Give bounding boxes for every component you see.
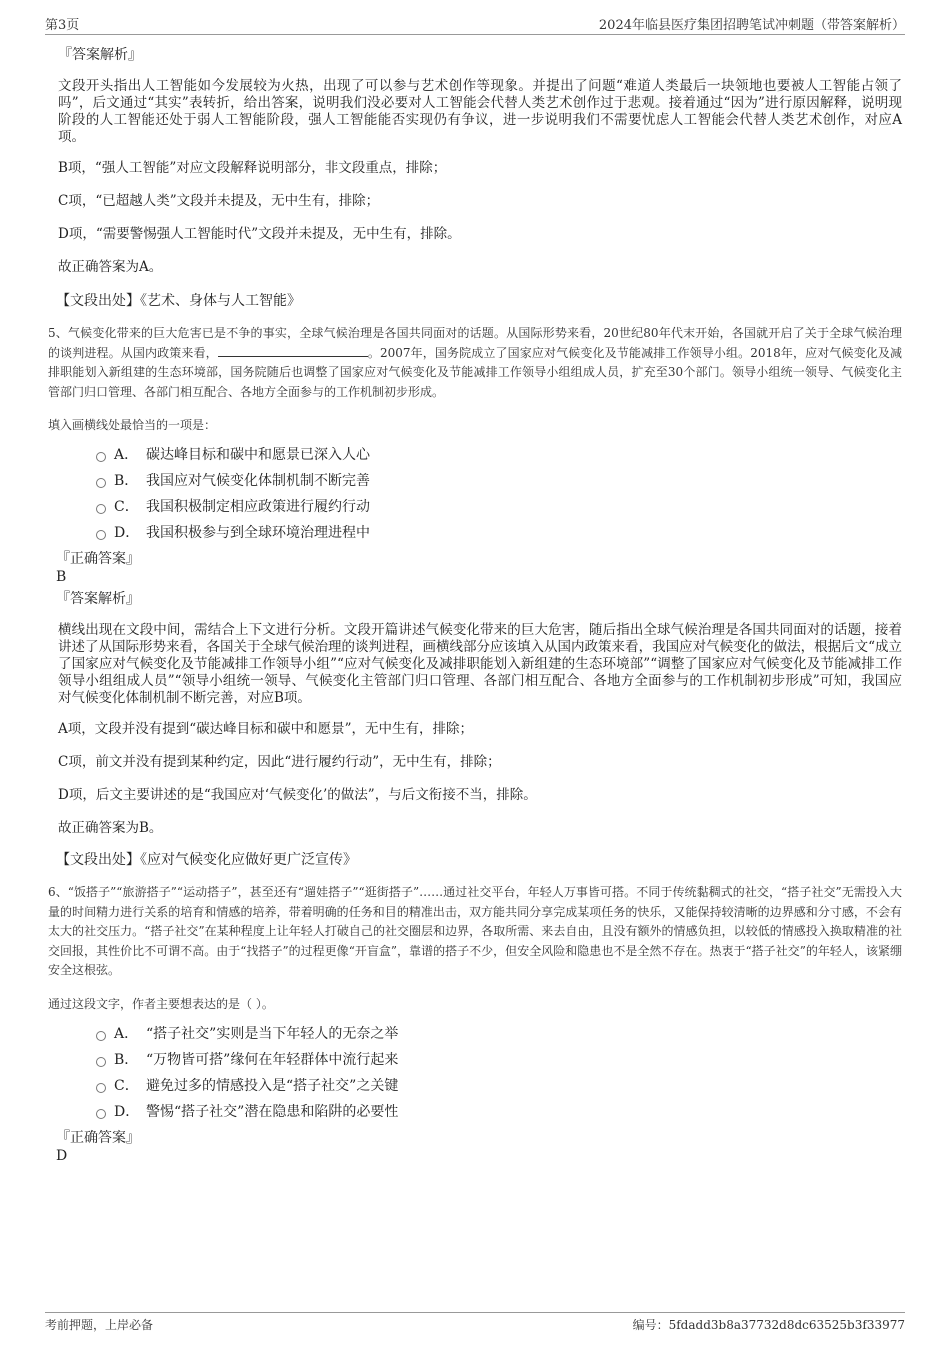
q5-correct-answer: B xyxy=(56,569,67,585)
q5-source: 【文段出处】《应对气候变化应做好更广泛宣传》 xyxy=(56,852,357,868)
document-id: 编号：5fdadd3b8a37732d8dc63525b3f33977 xyxy=(632,1318,905,1332)
q5-option-a[interactable]: A． 碳达峰目标和碳中和愿景已深入人心 xyxy=(52,442,902,468)
q4-option-b-note: B项，“强人工智能”对应文段解释说明部分，非文段重点，排除； xyxy=(58,160,447,176)
q5-options xyxy=(52,442,902,546)
q6-option-b[interactable]: B． “万物皆可搭”缘何在年轻群体中流行起来 xyxy=(52,1047,902,1073)
q5-correct-label: 『正确答案』 xyxy=(56,551,140,567)
q5-option-b[interactable]: B． 我国应对气候变化体制机制不断完善 xyxy=(52,468,902,494)
q4-option-d-note: D项，“需要警惕强人工智能时代”文段并未提及，无中生有，排除。 xyxy=(58,226,461,242)
radio-icon[interactable] xyxy=(96,1057,106,1067)
q6-correct-label: 『正确答案』 xyxy=(56,1129,140,1146)
q4-source: 【文段出处】《艺术、身体与人工智能》 xyxy=(56,293,301,309)
q6-question-text: 6、“饭搭子”“旅游搭子”“运动搭子”，甚至还有“遛娃搭子”“逛街搭子”……通过社交平台，年轻人万事皆可搭。不同于传统黏稠式的社交，“搭子社交”无需投入大量的时间精力进行关系的培育和情感的培养，带着明确的任务和目的精准出击，双方能共同分享完成某项任务的快乐，又能保持较清晰的边界感和分寸感，不会有太大的社交压力。“搭子社交”在某种程度上让年轻人打破自己的社交圈层和边界，各取所需、来去自由，且没有额外的情感负担，以较低的情感投入换取精准的社交回报，其性价比不可谓不高。由于“找搭子”的过程更像“开盲盒”，靠谱的搭子不少，但安全风险和隐患也不是全然不存在。热衷于“搭子社交”的年轻人，该紧绷安全这根弦。 xyxy=(48,885,902,977)
radio-icon[interactable] xyxy=(96,1083,106,1093)
radio-icon[interactable] xyxy=(96,452,106,462)
q4-analysis: 文段开头指出人工智能如今发展较为火热，出现了可以参与艺术创作等现象。并提出了问题“难道人类最后一块领地也要被人工智能占领了吗”，后文通过“其实”表转折，给出答案，说明我们没必要对人工智能会代替人类艺术创作过于悲观。接着通过“因为”进行原因解释，说明现阶段的人工智能还处于弱人工智能阶段，强人工智能能否实现仍有争议，进一步说明我们不需要忧虑人工智能会代替人类艺术创作，对应A项。 xyxy=(58,78,902,145)
radio-icon[interactable] xyxy=(96,478,106,488)
q5-fill-blank xyxy=(218,344,368,357)
q6-option-c[interactable]: C． 避免过多的情感投入是“搭子社交”之关键 xyxy=(52,1073,902,1099)
q4-option-c-note: C项，“已超越人类”文段并未提及，无中生有，排除； xyxy=(58,193,380,209)
q6-prompt: 通过这段文字，作者主要想表达的是（ ）。 xyxy=(48,996,274,1011)
q6-options xyxy=(52,1021,902,1125)
q5-option-a-note: A项，文段并没有提到“碳达峰目标和碳中和愿景”，无中生有，排除； xyxy=(58,721,474,737)
radio-icon[interactable] xyxy=(96,504,106,514)
q5-text-before: 5、气候变化带来的巨大危害已是不争的事实，全球气候治理是各国共同面对的话题。从国际形势来看，20世纪80年代末开始，各国就开启了关于全球气候治理的谈判进程。从国内政策来看， xyxy=(48,326,902,360)
page-number: 第3页 xyxy=(45,18,80,33)
q5-text-after: 。2007年，国务院成立了国家应对气候变化及节能减排工作领导小组。2018年，应对气候变化及减排职能划入新组建的生态环境部，国务院随后也调整了国家应对气候变化及节能减排工作领导小组组成人员，扩充至30个部门。领导小组统一领导、气候变化主管部门归口管理、各部门相互配合、各地方全面参与的工作机制初步形成。 xyxy=(48,345,902,399)
q5-conclusion: 故正确答案为B。 xyxy=(58,820,163,836)
q4-analysis-label: 『答案解析』 xyxy=(58,47,142,63)
q5-analysis: 横线出现在文段中间，需结合上下文进行分析。文段开篇讲述气候变化带来的巨大危害，随后指出全球气候治理是各国共同面对的话题，接着讲述了从国际形势来看，各国关于全球气候治理的谈判进程，画横线部分应该填入从国内政策来看，我国应对气候变化的做法，根据后文“成立了国家应对气候变化及节能减排工作领导小组”“应对气候变化及减排职能划入新组建的生态环境部”“调整了国家应对气候变化及节能减排工作领导小组组成人员”“领导小组统一领导、气候变化主管部门归口管理、各部门相互配合、各地方全面参与的工作机制初步形成”可知，我国应对气候变化体制机制不断完善，对应B项。 xyxy=(58,622,902,706)
radio-icon[interactable] xyxy=(96,1109,106,1119)
q5-option-d-note: D项，后文主要讲述的是“我国应对‘气候变化’的做法”，与后文衔接不当，排除。 xyxy=(58,787,537,803)
q6-option-a[interactable]: A． “搭子社交”实则是当下年轻人的无奈之举 xyxy=(52,1021,902,1047)
q6-correct-answer: D xyxy=(56,1147,68,1164)
q4-conclusion: 故正确答案为A。 xyxy=(58,259,163,275)
document-title: 2024年临县医疗集团招聘笔试冲刺题（带答案解析） xyxy=(598,18,905,33)
radio-icon[interactable] xyxy=(96,530,106,540)
page-header xyxy=(45,12,905,35)
radio-icon[interactable] xyxy=(96,1031,106,1041)
q5-option-c[interactable]: C． 我国积极制定相应政策进行履约行动 xyxy=(52,494,902,520)
q5-option-d[interactable]: D． 我国积极参与到全球环境治理进程中 xyxy=(52,520,902,546)
page-footer xyxy=(45,1312,905,1333)
document-body xyxy=(48,46,902,1165)
q5-question-text xyxy=(48,324,902,402)
q5-option-c-note: C项，前文并没有提到某种约定，因此“进行履约行动”，无中生有，排除； xyxy=(58,754,501,770)
q5-prompt: 填入画横线处最恰当的一项是： xyxy=(48,418,217,432)
q5-analysis-label: 『答案解析』 xyxy=(56,591,140,607)
q6-option-d[interactable]: D． 警惕“搭子社交”潜在隐患和陷阱的必要性 xyxy=(52,1099,902,1125)
footer-slogan: 考前押题，上岸必备 xyxy=(45,1318,154,1332)
